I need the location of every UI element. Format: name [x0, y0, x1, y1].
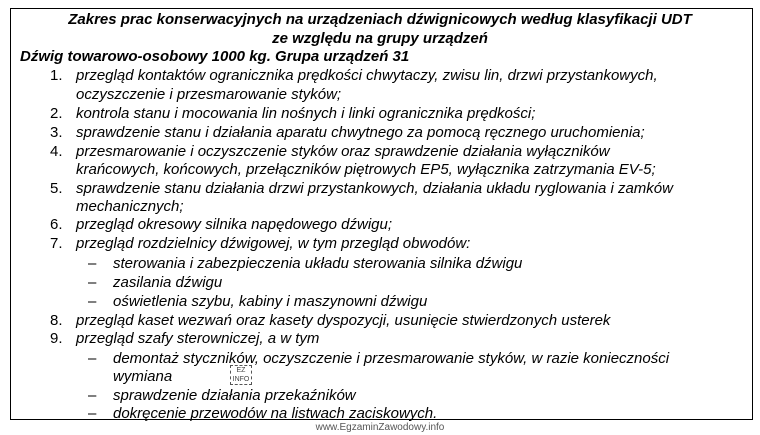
subitem-text: sprawdzenie działania przekaźników: [113, 387, 356, 404]
item-number: 8.: [50, 312, 63, 329]
subitem-text: wymiana: [113, 368, 173, 385]
stamp-line2: INFO: [232, 376, 250, 383]
item-number: 9.: [50, 330, 63, 347]
item-text: przegląd kaset wezwań oraz kasety dyspozycji, usunięcie stwierdzonych usterek: [76, 312, 611, 329]
item-number: 3.: [50, 124, 63, 141]
subitem-dash: –: [88, 387, 97, 404]
item-number: 1.: [50, 67, 63, 84]
item-number: 5.: [50, 180, 63, 197]
item-text: krańcowych, końcowych, przełączników piętrowych EP5, wyłącznika zatrzymania EV-5;: [76, 161, 656, 178]
item-text: przegląd kontaktów ogranicznika prędkości chwytaczy, zwisu lin, drzwi przystankowych,: [76, 67, 658, 84]
item-text: sprawdzenie stanu działania drzwi przystankowych, działania układu ryglowania i zamków: [76, 180, 673, 197]
subitem-text: demontaż styczników, oczyszczenie i przesmarowanie styków, w razie konieczności: [113, 350, 670, 367]
item-text: oczyszczenie i przesmarowanie styków;: [76, 86, 342, 103]
site-watermark: www.EgzaminZawodowy.info: [315, 422, 445, 433]
subitem-dash: –: [88, 350, 97, 367]
ez-info-stamp: [230, 365, 252, 385]
item-text: sprawdzenie stanu i działania aparatu chwytnego za pomocą ręcznego uruchomienia;: [76, 124, 645, 141]
subitem-text: dokręcenie przewodów na listwach zaciskowych.: [113, 405, 438, 422]
item-text: przesmarowanie i oczyszczenie styków oraz sprawdzenie działania wyłączników: [76, 143, 610, 160]
subitem-dash: –: [88, 255, 97, 272]
item-number: 4.: [50, 143, 63, 160]
subitem-text: zasilania dźwigu: [113, 274, 223, 291]
item-number: 7.: [50, 235, 63, 252]
document-title-line1: Zakres prac konserwacyjnych na urządzeniach dźwignicowych według klasyfikacji UDT: [68, 11, 692, 28]
document-title-line2: ze względu na grupy urządzeń: [272, 30, 488, 47]
item-number: 2.: [50, 105, 63, 122]
subitem-dash: –: [88, 274, 97, 291]
subitem-dash: –: [88, 293, 97, 310]
subitem-dash: –: [88, 405, 97, 422]
item-text: kontrola stanu i mocowania lin nośnych i linki ogranicznika prędkości;: [76, 105, 536, 122]
item-text: przegląd rozdzielnicy dźwigowej, w tym przegląd obwodów:: [76, 235, 471, 252]
item-text: mechanicznych;: [76, 198, 184, 215]
item-number: 6.: [50, 216, 63, 233]
item-text: przegląd szafy sterowniczej, a w tym: [76, 330, 320, 347]
item-text: przegląd okresowy silnika napędowego dźwigu;: [76, 216, 393, 233]
device-subtitle: Dźwig towarowo-osobowy 1000 kg. Grupa urządzeń 31: [20, 48, 410, 65]
subitem-text: oświetlenia szybu, kabiny i maszynowni dźwigu: [113, 293, 428, 310]
subitem-text: sterowania i zabezpieczenia układu sterowania silnika dźwigu: [113, 255, 523, 272]
stamp-line1: EZ: [236, 367, 246, 374]
